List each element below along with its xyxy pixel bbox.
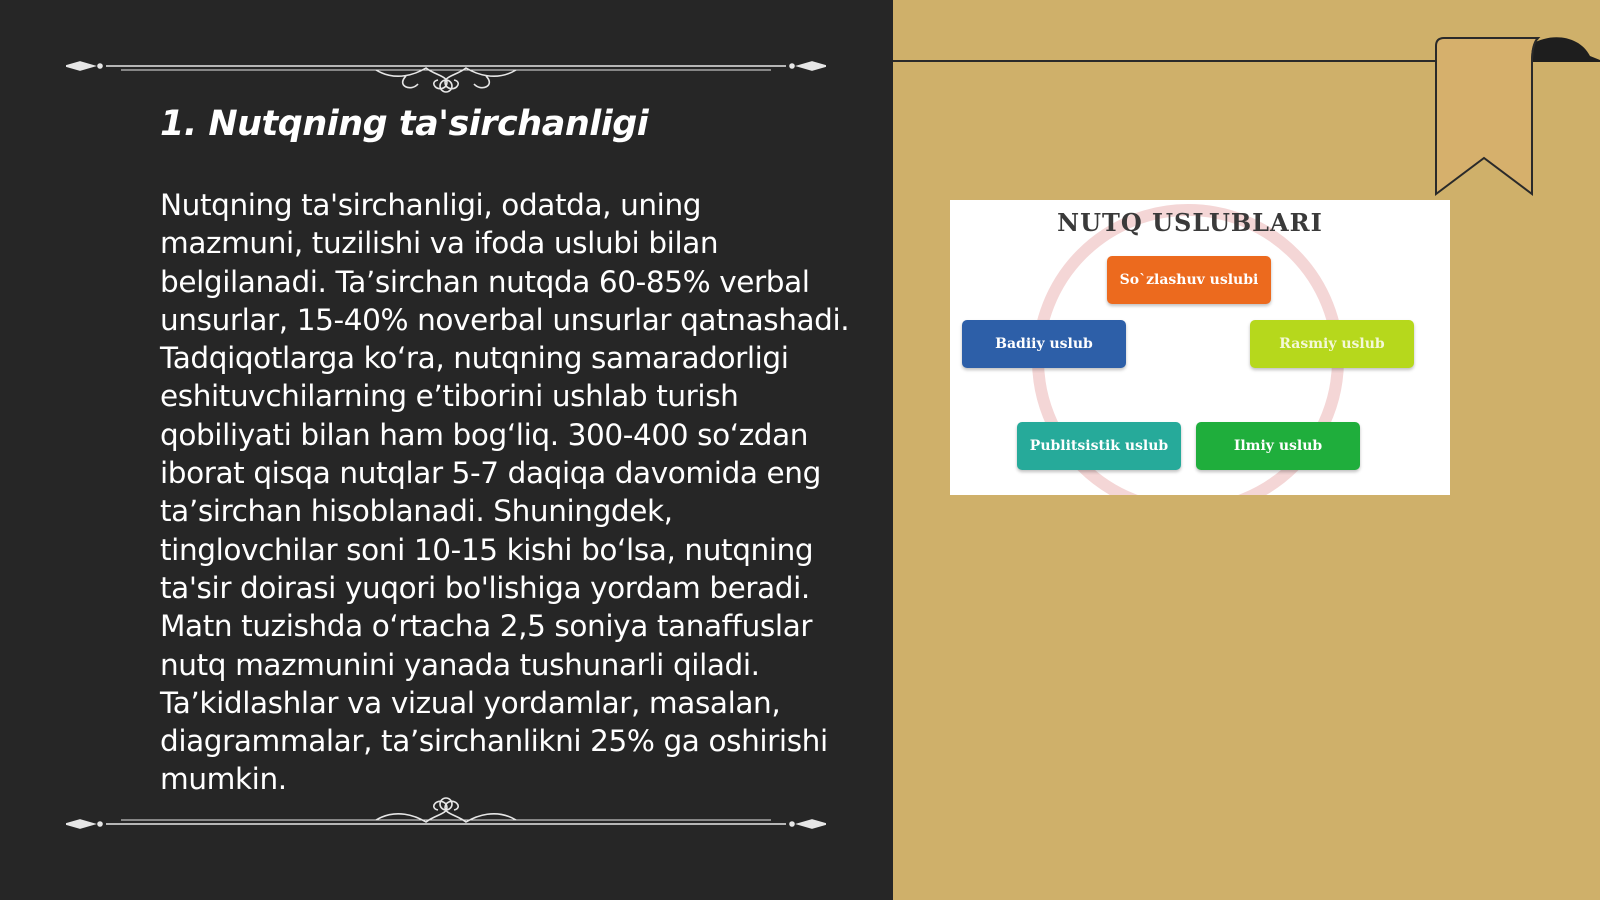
bottom-ornament-icon	[66, 784, 826, 832]
node-ilmiy-uslub: Ilmiy uslub	[1196, 422, 1360, 470]
nutq-uslublari-diagram	[950, 200, 1450, 495]
body-paragraph: Nutqning ta'sirchanligi, odatda, uning mazmuni, tuzilishi va ifoda uslubi bilan belgilanadi. Ta’sirchan nutqda 60-85% verbal unsurlar, 15-40% noverbal unsurlar qatnashadi. Tadqiqotlarga ko‘ra, nutqning samaradorligi eshituvchilarning e’tiborini ushlab turish qobiliyati bilan ham bog‘liq. 300-400 so‘zdan iborat qisqa nutqlar 5-7 daqiqa davomida eng ta’sirchan hisoblanadi. Shuningdek, tinglovchilar soni 10-15 kishi bo‘lsa, nutqning ta'sir doirasi yuqori bo'lishiga yordam beradi. Matn tuzishda o‘rtacha 2,5 soniya tanaffuslar nutq mazmunini yanada tushunarli qiladi. Ta’kidlashlar va vizual yordamlar, masalan, diagrammalar, ta’sirchanlikni 25% ga oshirishi mumkin.	[160, 188, 850, 797]
bookmark-ribbon-icon	[1432, 34, 1600, 200]
node-badiiy-uslub: Badiiy uslub	[962, 320, 1126, 368]
node-sozlashuv-uslubi: So`zlashuv uslubi	[1107, 256, 1271, 304]
diagram-title: NUTQ USLUBLARI	[1057, 208, 1323, 237]
node-publitsistik-uslub: Publitsistik uslub	[1017, 422, 1181, 470]
node-rasmiy-uslub: Rasmiy uslub	[1250, 320, 1414, 368]
slide-title: 1. Nutqning ta'sirchanligi	[160, 104, 649, 144]
top-ornament-icon	[66, 46, 826, 94]
